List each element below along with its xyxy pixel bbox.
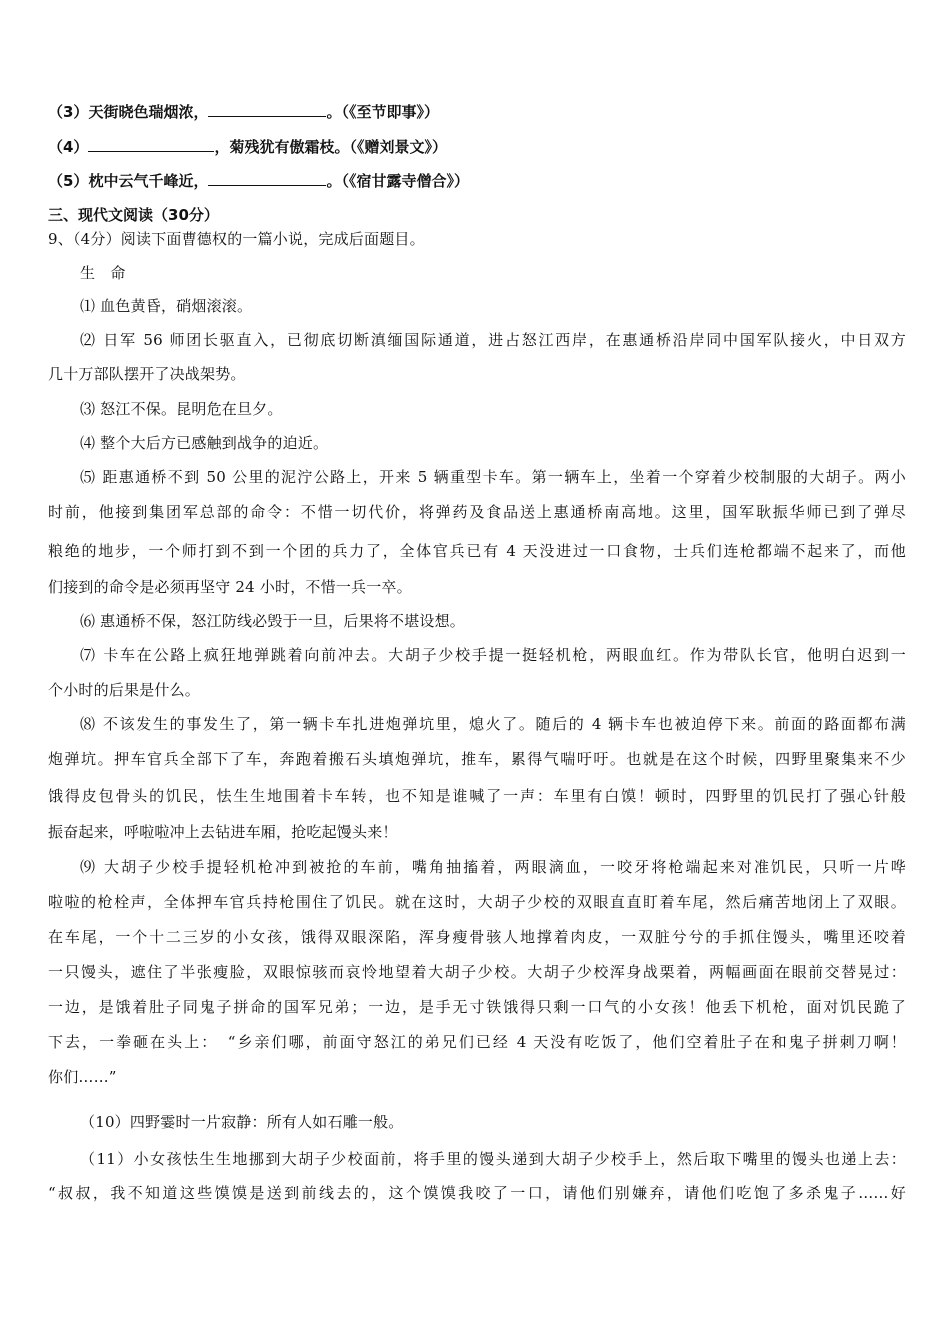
story-line: ⑷ 整个大后方已感触到战争的迫近。: [80, 434, 329, 452]
story-line: 啦啦的枪栓声，全体押车官兵持枪围住了饥民。就在这时，大胡子少校的双眼直直盯着车尾，然后痛苦地闭上了双眼。: [48, 893, 906, 911]
fill-blank-5: （5）枕中云气千峰近， 。（《宿甘露寺僧合》）: [48, 172, 469, 190]
story-line: 个小时的后果是什么。: [48, 681, 201, 699]
section-title: 三、现代文阅读（30分）: [48, 206, 219, 224]
question-intro: 9、（4分）阅读下面曹德权的一篇小说，完成后面题目。: [48, 230, 425, 248]
fill-blank-3: （3）天街晓色瑞烟浓， 。（《至节即事》）: [48, 103, 439, 121]
story-line: 几十万部队摆开了决战架势。: [48, 365, 246, 383]
story-line: ⑼ 大胡子少校手提轻机枪冲到被抢的车前，嘴角抽搐着，两眼滴血，一咬牙将枪端起来对准饥民，只听一片哗: [80, 858, 906, 876]
story-line: ⑸ 距惠通桥不到 50 公里的泥泞公路上，开来 5 辆重型卡车。第一辆车上，坐着一个穿着少校制服的大胡子。两小: [80, 468, 906, 486]
story-title: 生 命: [80, 264, 126, 282]
fill-blank-4: （4） ，菊残犹有傲霜枝。（《赠刘景文》）: [48, 138, 447, 156]
story-line: “叔叔，我不知道这些馍馍是送到前线去的，这个馍馍我咬了一口，请他们别嫌弃，请他们吃饱了多杀鬼子……好: [48, 1184, 906, 1202]
story-line: （11）小女孩怯生生地挪到大胡子少校面前，将手里的馒头递到大胡子少校手上，然后取下嘴里的馒头也递上去：: [80, 1150, 906, 1168]
story-line: 振奋起来，呼啦啦冲上去钻进车厢，抢吃起馒头来！: [48, 823, 398, 841]
story-line: 一边，是饿着肚子同鬼子拼命的国军兄弟；一边，是手无寸铁饿得只剩一口气的小女孩！他丢下机枪，面对饥民跪了: [48, 998, 906, 1016]
story-line: ⑹ 惠通桥不保，怒江防线必毁于一旦，后果将不堪设想。: [80, 612, 465, 630]
story-line: 一只馒头，遮住了半张瘦脸，双眼惊骇而哀怜地望着大胡子少校。大胡子少校浑身战栗着，两幅画面在眼前交替晃过：: [48, 963, 906, 981]
story-line: 你们……”: [48, 1068, 117, 1086]
story-line: 们接到的命令是必须再坚守 24 小时，不惜一兵一卒。: [48, 578, 412, 596]
story-line: （10）四野霎时一片寂静：所有人如石雕一般。: [80, 1113, 404, 1131]
story-line: ⑺ 卡车在公路上疯狂地弹跳着向前冲去。大胡子少校手提一挺轻机枪，两眼血红。作为带队长官，他明白迟到一: [80, 646, 906, 664]
answer-blank[interactable]: [88, 137, 214, 152]
story-line: 下去，一拳砸在头上： “乡亲们哪，前面守怒江的弟兄们已经 4 天没有吃饭了，他们空着肚子在和鬼子拼刺刀啊！: [48, 1033, 906, 1051]
story-line: 时前，他接到集团军总部的命令：不惜一切代价，将弹药及食品送上惠通桥南高地。这里，国军耿振华师已到了弹尽: [48, 503, 906, 521]
story-line: ⑴ 血色黄昏，硝烟滚滚。: [80, 297, 253, 315]
story-line: 炮弹坑。押车官兵全部下了车，奔跑着搬石头填炮弹坑，推车，累得气喘吁吁。也就是在这个时候，四野里聚集来不少: [48, 750, 906, 768]
story-line: ⑵ 日军 56 师团长驱直入，已彻底切断滇缅国际通道，进占怒江西岸，在惠通桥沿岸同中国军队接火，中日双方: [80, 331, 906, 349]
story-line: ⑻ 不该发生的事发生了，第一辆卡车扎进炮弹坑里，熄火了。随后的 4 辆卡车也被迫停下来。前面的路面都布满: [80, 715, 906, 733]
story-line: 在车尾，一个十二三岁的小女孩，饿得双眼深陷，浑身瘦骨骇人地撑着肉皮，一双脏兮兮的手抓住馒头，嘴里还咬着: [48, 928, 906, 946]
story-line: ⑶ 怒江不保。昆明危在旦夕。: [80, 400, 283, 418]
answer-blank[interactable]: [208, 102, 326, 117]
story-line: 饿得皮包骨头的饥民，怯生生地围着卡车转，也不知是谁喊了一声：车里有白馍！顿时，四野里的饥民打了强心针般: [48, 787, 906, 805]
story-line: 粮绝的地步，一个师打到不到一个团的兵力了，全体官兵已有 4 天没进过一口食物，士兵们连枪都端不起来了，而他: [48, 542, 906, 560]
answer-blank[interactable]: [208, 171, 326, 186]
